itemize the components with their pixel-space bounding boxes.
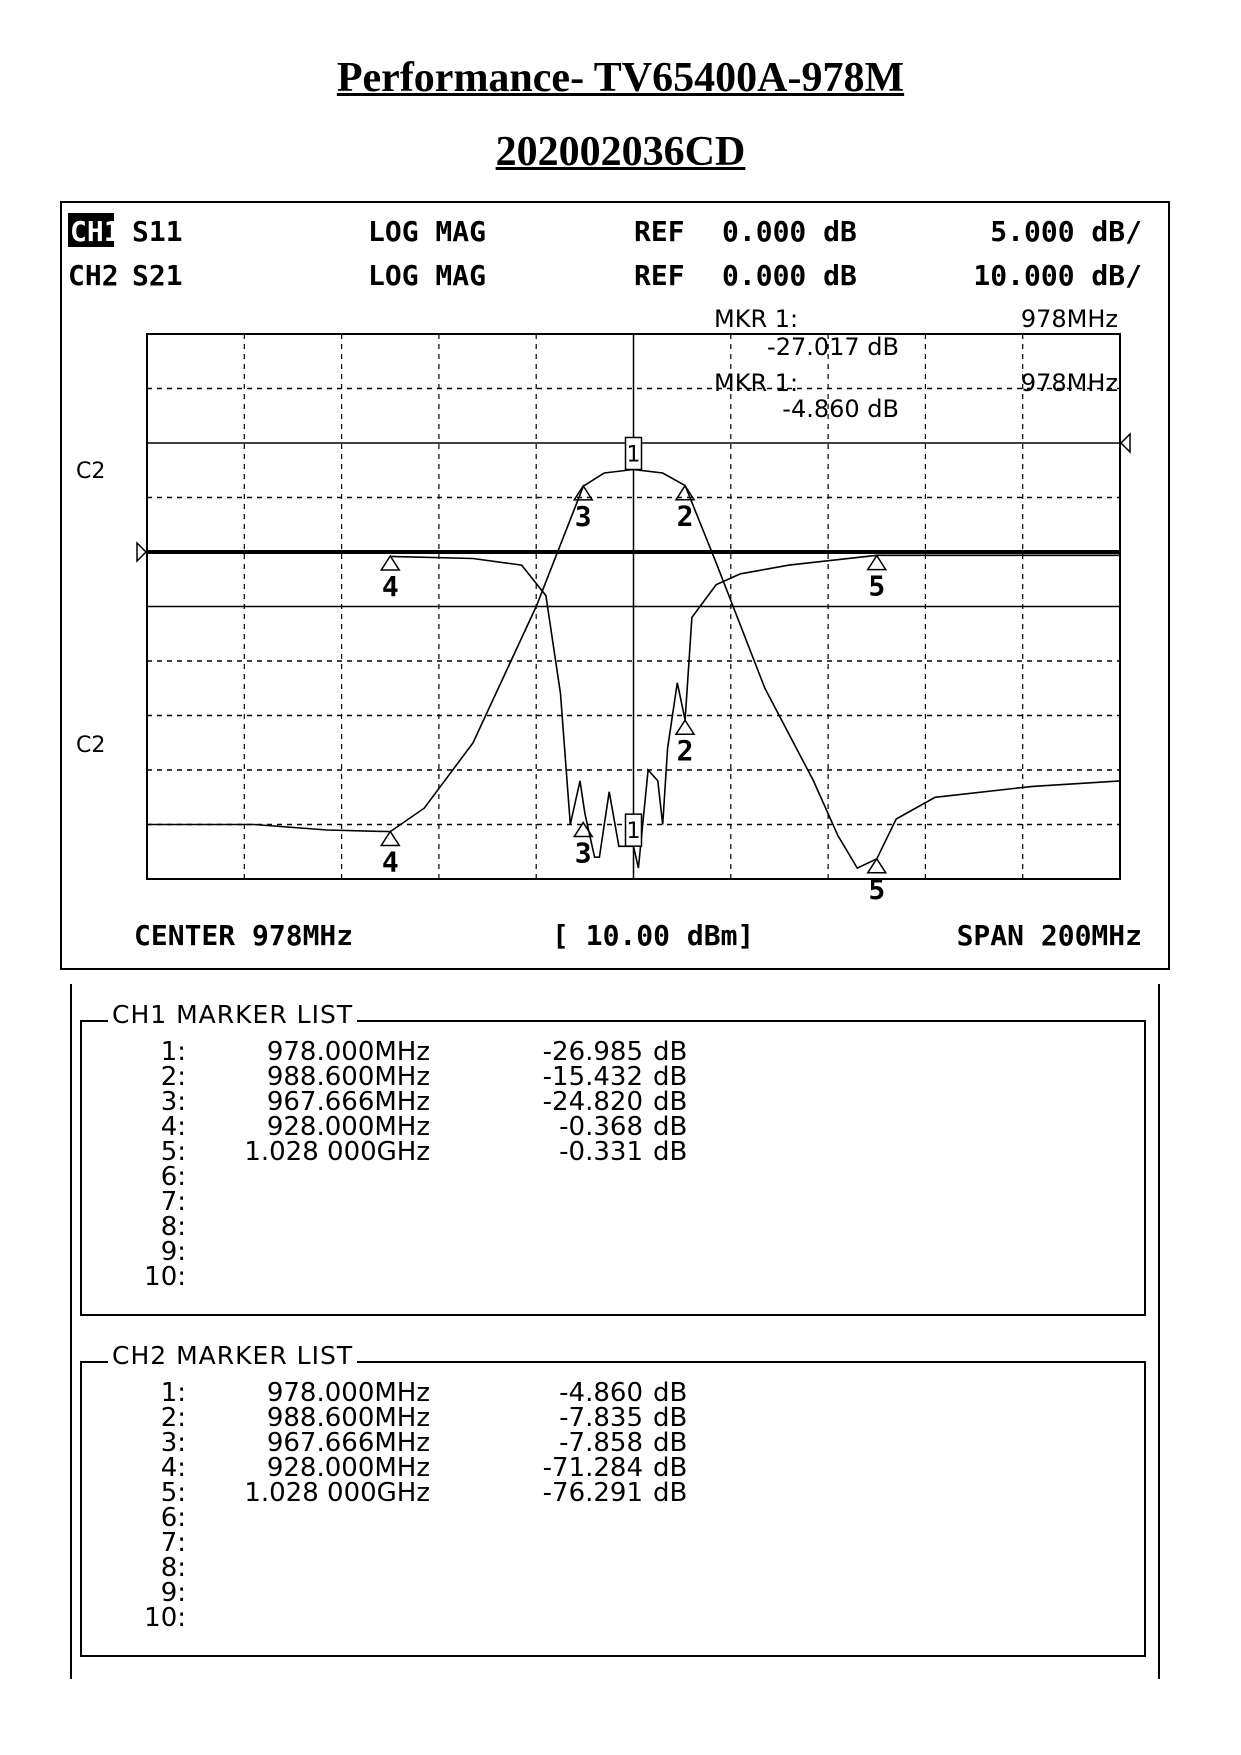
- marker-index: 3:: [160, 1428, 186, 1458]
- ch2-param: S21: [132, 259, 183, 292]
- trace-s11: [390, 555, 1120, 868]
- marker-index: 9:: [160, 1578, 186, 1608]
- ch2-format: LOG MAG: [368, 259, 487, 292]
- mkr1-value: -27.017 dB: [767, 333, 899, 361]
- marker-ch2-5-label: 5: [868, 872, 886, 906]
- marker-ch1-3-label: 3: [574, 836, 592, 870]
- marker-list-row: [128, 1528, 728, 1558]
- mkr1-freq: 978MHz: [1020, 305, 1118, 333]
- marker-frequency: 928.000MHz: [266, 1453, 430, 1483]
- marker-index: 8:: [160, 1212, 186, 1242]
- marker-index: 1:: [160, 1378, 186, 1408]
- marker-ch2-1-label: 1: [626, 442, 641, 468]
- marker-frequency: 1.028 000GHz: [244, 1137, 430, 1167]
- mkr2-value: -4.860 dB: [782, 395, 899, 423]
- marker-frequency: 928.000MHz: [266, 1112, 430, 1142]
- marker-index: 9:: [160, 1237, 186, 1267]
- marker-value: -24.820: [542, 1087, 643, 1117]
- marker-list-row: [128, 1187, 728, 1217]
- side-label-upper: C2: [76, 459, 106, 484]
- ch1-ref-label: REF: [634, 215, 685, 248]
- marker-index: 10:: [144, 1603, 186, 1633]
- marker-ch2-2-label: 2: [676, 499, 694, 533]
- marker-unit: dB: [653, 1478, 688, 1508]
- marker-value: -7.858: [559, 1428, 643, 1458]
- marker-frequency: 978.000MHz: [266, 1378, 430, 1408]
- mkr1-label: MKR 1:: [714, 305, 799, 333]
- marker-index: 5:: [160, 1478, 186, 1508]
- power-label: [ 10.00 dBm]: [552, 919, 755, 952]
- marker-list-row: [128, 1553, 728, 1583]
- marker-unit: dB: [653, 1378, 688, 1408]
- marker-index: 7:: [160, 1187, 186, 1217]
- marker-ch1-2-triangle: [676, 720, 694, 734]
- ch2-ref: 0.000 dB: [722, 259, 857, 292]
- marker-unit: dB: [653, 1428, 688, 1458]
- marker-index: 5:: [160, 1137, 186, 1167]
- marker-list-row: [128, 1478, 728, 1508]
- marker-unit: dB: [653, 1087, 688, 1117]
- marker-frequency: 967.666MHz: [266, 1428, 430, 1458]
- marker-unit: dB: [653, 1137, 688, 1167]
- marker-unit: dB: [653, 1403, 688, 1433]
- ch2-marker-list: [80, 1361, 1146, 1657]
- marker-index: 3:: [160, 1087, 186, 1117]
- center-label: CENTER 978MHz: [134, 919, 354, 952]
- marker-ch1-5-label: 5: [868, 569, 886, 603]
- marker-ch1-2-label: 2: [676, 734, 694, 768]
- marker-index: 4:: [160, 1112, 186, 1142]
- analyzer-plot: [62, 203, 1168, 968]
- marker-index: 1:: [160, 1037, 186, 1067]
- ch1-ref: 0.000 dB: [722, 215, 857, 248]
- marker-value: -26.985: [542, 1037, 643, 1067]
- marker-unit: dB: [653, 1062, 688, 1092]
- marker-frequency: 988.600MHz: [266, 1403, 430, 1433]
- marker-ch2-4-triangle: [381, 831, 399, 845]
- marker-ch1-4-label: 4: [381, 570, 399, 604]
- ref-marker-ch1: [137, 543, 146, 561]
- ch2-ref-label: REF: [634, 259, 685, 292]
- ch2-marker-list-title: CH2 MARKER LIST: [108, 1341, 357, 1370]
- marker-list-row: [128, 1603, 728, 1633]
- plot-grid: [137, 334, 1130, 879]
- marker-index: 6:: [160, 1162, 186, 1192]
- marker-value: -15.432: [542, 1062, 643, 1092]
- marker-ch1-4-triangle: [381, 556, 399, 570]
- ch1-format: LOG MAG: [368, 215, 487, 248]
- marker-frequency: 967.666MHz: [266, 1087, 430, 1117]
- marker-index: 7:: [160, 1528, 186, 1558]
- mkr2-label: MKR 1:: [714, 369, 799, 397]
- marker-ch1-5-triangle: [868, 556, 886, 570]
- mkr2-freq: 978MHz: [1020, 369, 1118, 397]
- marker-frequency: 1.028 000GHz: [244, 1478, 430, 1508]
- marker-ch2-3-label: 3: [574, 499, 592, 533]
- side-label-lower: C2: [76, 733, 106, 758]
- marker-frequency: 978.000MHz: [266, 1037, 430, 1067]
- span-label: SPAN 200MHz: [956, 919, 1142, 952]
- marker-list-row: [128, 1137, 728, 1167]
- marker-value: -0.368: [559, 1112, 643, 1142]
- ref-marker-ch2: [1121, 434, 1130, 452]
- marker-value: -0.331: [559, 1137, 643, 1167]
- marker-list-row: [128, 1503, 728, 1533]
- analyzer-screen: [60, 201, 1170, 970]
- marker-unit: dB: [653, 1453, 688, 1483]
- marker-index: 10:: [144, 1262, 186, 1292]
- ch2-scale: 10.000 dB/: [973, 259, 1142, 292]
- marker-index: 6:: [160, 1503, 186, 1533]
- ch2-tag: CH2: [68, 259, 119, 292]
- ch1-param: S11: [132, 215, 183, 248]
- marker-index: 8:: [160, 1553, 186, 1583]
- marker-ch1-1-label: 1: [626, 819, 641, 845]
- marker-ch2-5-triangle: [868, 859, 886, 873]
- marker-value: -7.835: [559, 1403, 643, 1433]
- marker-value: -71.284: [542, 1453, 643, 1483]
- marker-list-row: [128, 1162, 728, 1192]
- marker-list-row: [128, 1237, 728, 1267]
- marker-index: 2:: [160, 1062, 186, 1092]
- ch1-tag: CH1: [70, 215, 121, 248]
- marker-frequency: 988.600MHz: [266, 1062, 430, 1092]
- ch1-marker-list: [80, 1020, 1146, 1316]
- marker-unit: dB: [653, 1112, 688, 1142]
- marker-list-row: [128, 1578, 728, 1608]
- marker-ch2-4-label: 4: [381, 845, 399, 879]
- marker-index: 4:: [160, 1453, 186, 1483]
- marker-index: 2:: [160, 1403, 186, 1433]
- ch1-marker-list-title: CH1 MARKER LIST: [108, 1000, 357, 1029]
- marker-unit: dB: [653, 1037, 688, 1067]
- marker-value: -4.860: [559, 1378, 643, 1408]
- ch1-scale: 5.000 dB/: [990, 215, 1142, 248]
- page-title: Performance- TV65400A-978M: [336, 55, 905, 101]
- marker-list-row: [128, 1212, 728, 1242]
- marker-list-row: [128, 1262, 728, 1292]
- page-subtitle: 202002036CD: [495, 129, 746, 175]
- marker-value: -76.291: [542, 1478, 643, 1508]
